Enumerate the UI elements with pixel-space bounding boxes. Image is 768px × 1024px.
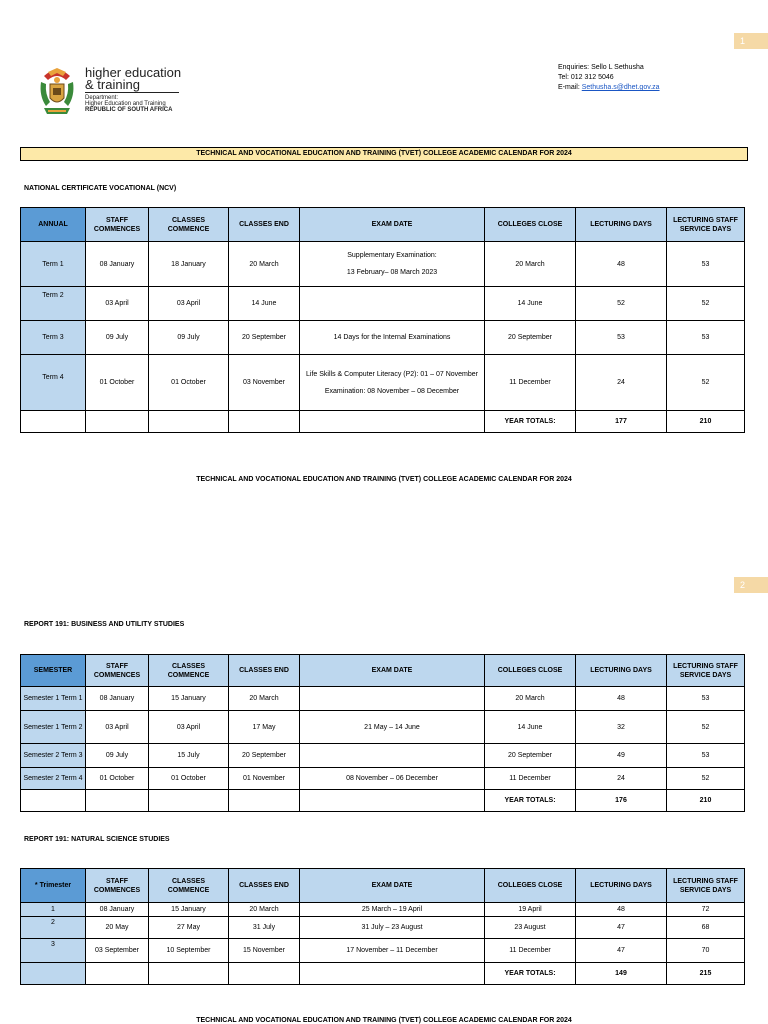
column-header: STAFF COMMENCES xyxy=(86,655,149,687)
table-cell: 47 xyxy=(576,917,667,939)
table-cell: 09 July xyxy=(149,321,229,355)
table-cell: 21 May – 14 June xyxy=(300,711,485,744)
column-header: CLASSES COMMENCE xyxy=(149,655,229,687)
logo-divider xyxy=(85,92,179,93)
column-header: CLASSES COMMENCE xyxy=(149,208,229,242)
table-cell: 68 xyxy=(667,917,745,939)
table-cell xyxy=(21,411,86,433)
table-cell: 23 August xyxy=(485,917,576,939)
table-cell: Supplementary Examination: 13 February– 08 March 2023 xyxy=(300,242,485,287)
table-row xyxy=(21,711,745,744)
table-cell: 15 November xyxy=(229,939,300,963)
table-cell xyxy=(149,963,229,985)
table-cell: 11 December xyxy=(485,355,576,411)
table-cell: 25 March – 19 April xyxy=(300,903,485,917)
ncv-calendar-table xyxy=(20,207,745,433)
table-row xyxy=(21,903,745,917)
row-label: Semester 1 Term 2 xyxy=(21,711,86,744)
table-row xyxy=(21,768,745,790)
column-header: COLLEGES CLOSE xyxy=(485,869,576,903)
column-header: SEMESTER xyxy=(21,655,86,687)
table-cell: 18 January xyxy=(149,242,229,287)
column-header: LECTURING STAFF SERVICE DAYS xyxy=(667,655,745,687)
row-label: Semester 2 Term 4 xyxy=(21,768,86,790)
table-cell: 20 September xyxy=(485,321,576,355)
table-cell: 52 xyxy=(667,711,745,744)
table-cell: 20 March xyxy=(229,903,300,917)
page-number-badge: 2 xyxy=(734,577,768,593)
table-cell: 47 xyxy=(576,939,667,963)
column-header: LECTURING STAFF SERVICE DAYS xyxy=(667,869,745,903)
table-cell: 08 January xyxy=(86,687,149,711)
table-row xyxy=(21,917,745,939)
table-cell: 03 April xyxy=(149,711,229,744)
table-cell xyxy=(300,790,485,812)
table-cell: 03 April xyxy=(149,287,229,321)
table-cell: 08 January xyxy=(86,242,149,287)
table-cell xyxy=(300,287,485,321)
table-cell: 01 October xyxy=(149,355,229,411)
table-cell: 01 October xyxy=(149,768,229,790)
table-cell: 27 May xyxy=(149,917,229,939)
table-cell: 53 xyxy=(667,744,745,768)
totals-row xyxy=(21,963,745,985)
column-header: COLLEGES CLOSE xyxy=(485,655,576,687)
column-header: EXAM DATE xyxy=(300,869,485,903)
table-cell xyxy=(21,963,86,985)
email-link[interactable]: Sethusha.s@dhet.gov.za xyxy=(581,84,660,91)
table-cell xyxy=(300,744,485,768)
total-service-days: 210 xyxy=(667,411,745,433)
table-cell: 15 July xyxy=(149,744,229,768)
table-cell: 03 April xyxy=(86,711,149,744)
calendar-title: TECHNICAL AND VOCATIONAL EDUCATION AND TRAINING (TVET) COLLEGE ACADEMIC CALENDAR FOR 2024 xyxy=(196,476,572,483)
table-header-row xyxy=(21,655,745,687)
table-cell: 48 xyxy=(576,903,667,917)
natural-science-calendar-table xyxy=(20,868,745,985)
table-cell xyxy=(300,963,485,985)
table-cell xyxy=(149,411,229,433)
table-cell xyxy=(149,790,229,812)
table-cell: 19 April xyxy=(485,903,576,917)
table-header-row xyxy=(21,869,745,903)
column-header: LECTURING DAYS xyxy=(576,208,667,242)
table-cell: 53 xyxy=(667,321,745,355)
table-cell: 52 xyxy=(667,768,745,790)
table-cell: 20 September xyxy=(229,744,300,768)
section-title-ncv: NATIONAL CERTIFICATE VOCATIONAL (NCV) xyxy=(24,185,177,192)
table-cell: 17 May xyxy=(229,711,300,744)
table-cell: 52 xyxy=(667,287,745,321)
total-lecturing-days: 149 xyxy=(576,963,667,985)
table-cell: 20 September xyxy=(485,744,576,768)
table-cell: 20 March xyxy=(229,687,300,711)
table-cell: 20 March xyxy=(485,687,576,711)
table-cell xyxy=(86,411,149,433)
row-label: 3 xyxy=(21,939,86,963)
row-label: Term 4 xyxy=(21,355,86,411)
table-cell: 11 December xyxy=(485,768,576,790)
column-header: CLASSES END xyxy=(229,869,300,903)
table-cell: 14 Days for the Internal Examinations xyxy=(300,321,485,355)
total-lecturing-days: 176 xyxy=(576,790,667,812)
table-cell: 08 January xyxy=(86,903,149,917)
column-header: ANNUAL xyxy=(21,208,86,242)
table-cell: 53 xyxy=(667,242,745,287)
total-service-days: 215 xyxy=(667,963,745,985)
table-row xyxy=(21,287,745,321)
row-label: 1 xyxy=(21,903,86,917)
table-cell: 09 July xyxy=(86,321,149,355)
table-row xyxy=(21,744,745,768)
table-cell: 01 October xyxy=(86,355,149,411)
table-cell: 52 xyxy=(576,287,667,321)
table-cell: 15 January xyxy=(149,903,229,917)
table-cell: 52 xyxy=(667,355,745,411)
table-cell xyxy=(21,790,86,812)
table-cell: 03 April xyxy=(86,287,149,321)
table-cell: Life Skills & Computer Literacy (P2): 01 – 07 November Examination: 08 November – 08 December xyxy=(300,355,485,411)
column-header: LECTURING DAYS xyxy=(576,655,667,687)
column-header: EXAM DATE xyxy=(300,655,485,687)
table-cell xyxy=(300,411,485,433)
table-cell: 17 November – 11 December xyxy=(300,939,485,963)
table-cell xyxy=(86,790,149,812)
table-cell: 31 July – 23 August xyxy=(300,917,485,939)
calendar-banner-title: TECHNICAL AND VOCATIONAL EDUCATION AND TRAINING (TVET) COLLEGE ACADEMIC CALENDAR FOR 2024 xyxy=(20,147,748,161)
column-header: LECTURING DAYS xyxy=(576,869,667,903)
table-cell xyxy=(300,687,485,711)
table-cell xyxy=(229,963,300,985)
column-header: COLLEGES CLOSE xyxy=(485,208,576,242)
table-cell: 14 June xyxy=(485,711,576,744)
table-cell: 49 xyxy=(576,744,667,768)
totals-label: YEAR TOTALS: xyxy=(485,790,576,812)
coat-of-arms-logo xyxy=(36,66,78,118)
table-cell: 70 xyxy=(667,939,745,963)
row-label: Term 1 xyxy=(21,242,86,287)
totals-row xyxy=(21,411,745,433)
logo-department: Department: Higher Education and Training REPUBLIC OF SOUTH AFRICA xyxy=(85,95,173,113)
table-row xyxy=(21,242,745,287)
table-row xyxy=(21,355,745,411)
row-label: Semester 2 Term 3 xyxy=(21,744,86,768)
page-number-badge: 1 xyxy=(734,33,768,49)
column-header: STAFF COMMENCES xyxy=(86,208,149,242)
table-cell xyxy=(229,411,300,433)
totals-label: YEAR TOTALS: xyxy=(485,963,576,985)
table-cell: 20 March xyxy=(229,242,300,287)
row-label: Term 2 xyxy=(21,287,86,321)
section-title-natural-science: REPORT 191: NATURAL SCIENCE STUDIES xyxy=(24,836,170,843)
table-row xyxy=(21,687,745,711)
table-cell: 15 January xyxy=(149,687,229,711)
totals-label: YEAR TOTALS: xyxy=(485,411,576,433)
table-cell: 14 June xyxy=(229,287,300,321)
table-cell: 20 September xyxy=(229,321,300,355)
table-cell: 32 xyxy=(576,711,667,744)
table-cell: 53 xyxy=(667,687,745,711)
table-cell: 31 July xyxy=(229,917,300,939)
table-cell: 11 December xyxy=(485,939,576,963)
table-cell: 20 March xyxy=(485,242,576,287)
table-cell: 09 July xyxy=(86,744,149,768)
table-cell: 01 October xyxy=(86,768,149,790)
row-label: Semester 1 Term 1 xyxy=(21,687,86,711)
column-header: STAFF COMMENCES xyxy=(86,869,149,903)
business-calendar-table xyxy=(20,654,745,812)
table-cell: 24 xyxy=(576,768,667,790)
total-service-days: 210 xyxy=(667,790,745,812)
logo-title: higher education & training xyxy=(85,65,182,92)
table-row xyxy=(21,939,745,963)
table-cell: 03 September xyxy=(86,939,149,963)
enquiries-block: Enquiries: Sello L Sethusha Tel: 012 312 5046 E-mail: Sethusha.s@dhet.gov.za xyxy=(558,64,660,91)
table-cell: 53 xyxy=(576,321,667,355)
totals-row xyxy=(21,790,745,812)
column-header: * Trimester xyxy=(21,869,86,903)
column-header: CLASSES END xyxy=(229,655,300,687)
column-header: CLASSES END xyxy=(229,208,300,242)
table-cell: 72 xyxy=(667,903,745,917)
table-cell xyxy=(229,790,300,812)
table-row xyxy=(21,321,745,355)
calendar-title: TECHNICAL AND VOCATIONAL EDUCATION AND TRAINING (TVET) COLLEGE ACADEMIC CALENDAR FOR 2024 xyxy=(196,1017,572,1024)
table-cell: 24 xyxy=(576,355,667,411)
column-header: CLASSES COMMENCE xyxy=(149,869,229,903)
table-cell: 20 May xyxy=(86,917,149,939)
table-cell: 03 November xyxy=(229,355,300,411)
table-cell: 10 September xyxy=(149,939,229,963)
row-label: Term 3 xyxy=(21,321,86,355)
section-title-business: REPORT 191: BUSINESS AND UTILITY STUDIES xyxy=(24,621,185,628)
column-header: LECTURING STAFF SERVICE DAYS xyxy=(667,208,745,242)
table-header-row xyxy=(21,208,745,242)
row-label: 2 xyxy=(21,917,86,939)
table-cell: 08 November – 06 December xyxy=(300,768,485,790)
table-cell: 01 November xyxy=(229,768,300,790)
total-lecturing-days: 177 xyxy=(576,411,667,433)
column-header: EXAM DATE xyxy=(300,208,485,242)
table-cell: 48 xyxy=(576,242,667,287)
table-cell: 48 xyxy=(576,687,667,711)
table-cell: 14 June xyxy=(485,287,576,321)
table-cell xyxy=(86,963,149,985)
